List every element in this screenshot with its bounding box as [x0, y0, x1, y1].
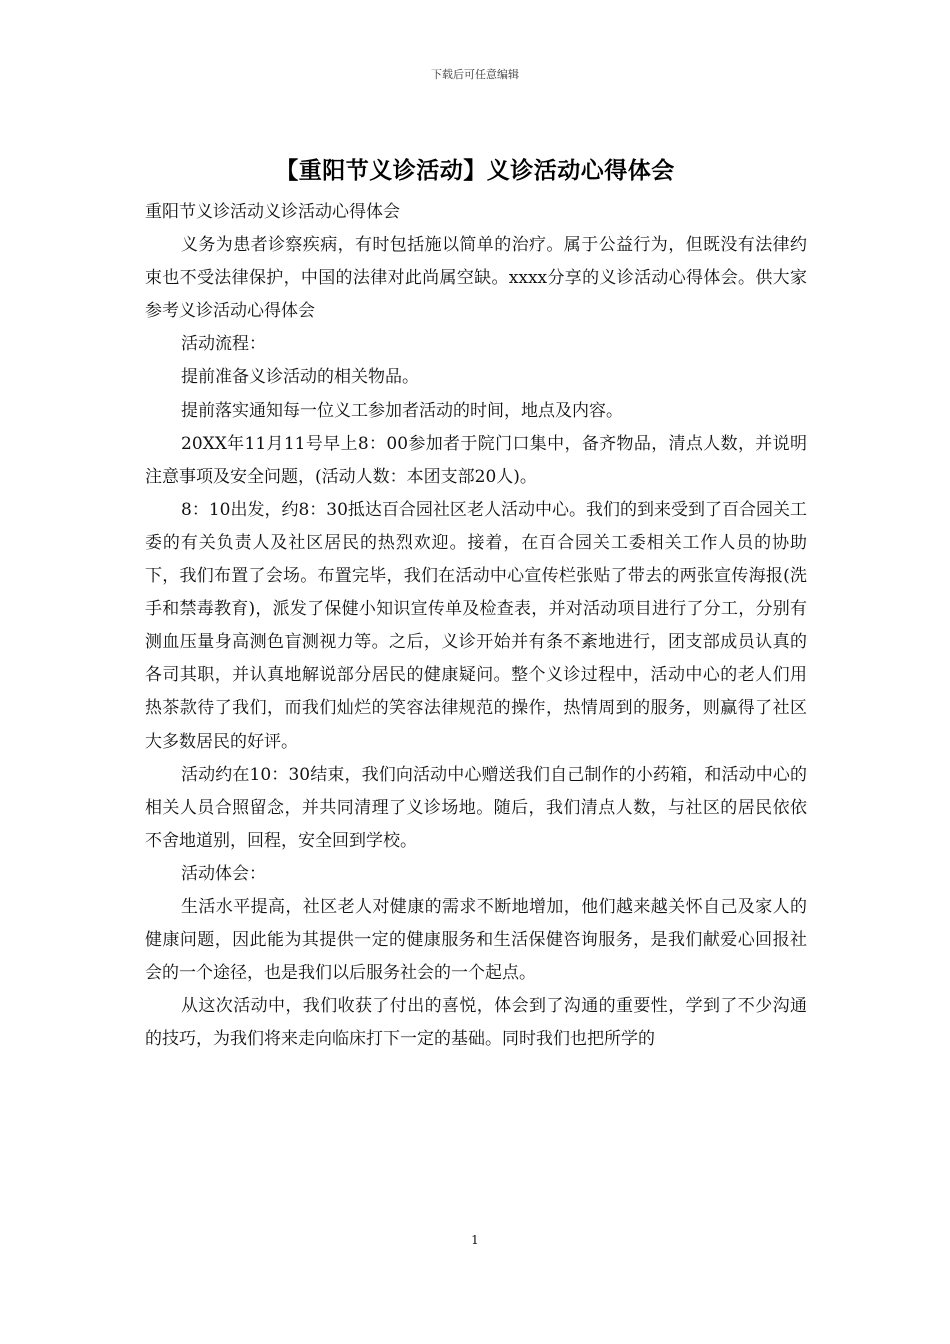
header-note: 下载后可任意编辑	[431, 68, 519, 81]
paragraph-activity-details: 8：10出发，约8：30抵达百合园社区老人活动中心。我们的到来受到了百合园关工委的有关负责人及社区居民的热烈欢迎。接着，在百合园关工委相关工作人员的协助下，我们布置了会场。布置完毕，我们在活动中心宣传栏张贴了带去的两张宣传海报(洗手和禁毒教育)，派发了保健小知识宣传单及检查表，并对活动项目进行了分工，分别有测血压量身高测色盲测视力等。之后，义诊开始并有条不紊地进行，团支部成员认真的各司其职，并认真地解说部分居民的健康疑问。整个义诊过程中，活动中心的老人们用热茶款待了我们，而我们灿烂的笑容法律规范的操作，热情周到的服务，则赢得了社区大多数居民的好评。	[145, 499, 807, 752]
section-heading-reflection: 活动体会：	[181, 863, 266, 884]
paragraph-assembly: 20XX年11月11号早上8：00参加者于院门口集中，备齐物品，清点人数，并说明注意事项及安全问题，(活动人数：本团支部20人)。	[145, 433, 807, 487]
page-number: 1	[471, 1233, 479, 1247]
paragraph-activity-end: 活动约在10：30结束，我们向活动中心赠送我们自己制作的小药箱，和活动中心的相关人员合照留念，并共同清理了义诊场地。随后，我们清点人数，与社区的居民依依不舍地道别，回程，安全回到学校。	[145, 764, 807, 851]
paragraph-prepare-items: 提前准备义诊活动的相关物品。	[181, 367, 419, 388]
paragraph-notify-volunteers: 提前落实通知每一位义工参加者活动的时间，地点及内容。	[181, 400, 623, 421]
paragraph-reflection-2: 从这次活动中，我们收获了付出的喜悦，体会到了沟通的重要性，学到了不少沟通的技巧，为我们将来走向临床打下一定的基础。同时我们也把所学的	[145, 996, 807, 1050]
paragraph-intro: 义务为患者诊察疾病，有时包括施以简单的治疗。属于公益行为，但既没有法律约束也不受法律保护，中国的法律对此尚属空缺。xxxx分享的义诊活动心得体会。供大家参考义诊活动心得体会	[145, 235, 807, 322]
paragraph-reflection-1: 生活水平提高，社区老人对健康的需求不断地增加，他们越来越关怀自己及家人的健康问题，因此能为其提供一定的健康服务和生活保健咨询服务，是我们献爱心回报社会的一个途径，也是我们以后服务社会的一个起点。	[145, 896, 807, 984]
section-heading-process: 活动流程：	[181, 334, 266, 355]
document-title: 【重阳节义诊活动】义诊活动心得体会	[275, 157, 675, 184]
document-subtitle: 重阳节义诊活动义诊活动心得体会	[145, 202, 400, 222]
document-body	[145, 196, 807, 1056]
